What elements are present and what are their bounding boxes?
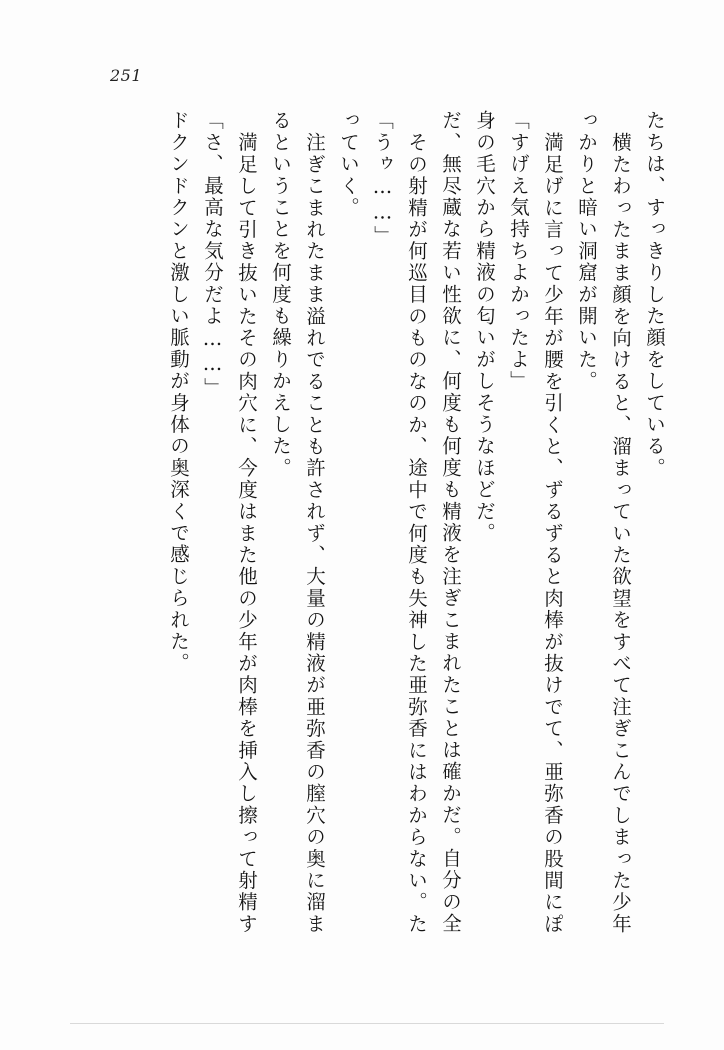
text-column: たちは、すっきりした顔をしている。 <box>643 110 666 479</box>
text-column: 身の毛穴から精液の匂いがしそうなほどだ。 <box>473 110 496 544</box>
text-column: っかりと暗い洞窟が開いた。 <box>575 110 598 393</box>
text-column: っていく。 <box>337 110 360 219</box>
text-column: 「うゥ……」 <box>371 110 394 248</box>
text-column: 「すげえ気持ちよかったよ」 <box>507 110 530 393</box>
footer-divider <box>70 1023 664 1024</box>
text-column: その射精が何巡目のものなのか、途中で何度も失神した亜弥香にはわからない。た <box>405 132 428 935</box>
text-column: 「さ、最高な気分だよ……」 <box>201 110 224 400</box>
vertical-text-block <box>154 110 664 970</box>
text-column: 満足げに言って少年が腰を引くと、ずるずると肉棒が抜けでて、亜弥香の股間にぽ <box>541 132 564 935</box>
text-column: ドクンドクンと激しい脈動が身体の奥深くで感じられた。 <box>167 110 190 675</box>
text-column: 満足して引き抜いたその肉穴に、今度はまた他の少年が肉棒を挿入し擦って射精す <box>235 132 258 935</box>
text-column: 横たわったまま顔を向けると、溜まっていた欲望をすべて注ぎこんでしまった少年 <box>609 132 632 935</box>
page-number: 251 <box>110 66 143 85</box>
text-column: 注ぎこまれたまま溢れでることも許されず、大量の精液が亜弥香の膣穴の奥に溜ま <box>303 132 326 935</box>
text-column: だ、無尽蔵な若い性欲に、何度も何度も精液を注ぎこまれたことは確かだ。自分の全 <box>439 110 462 935</box>
text-column: るということを何度も繰りかえした。 <box>269 110 292 479</box>
